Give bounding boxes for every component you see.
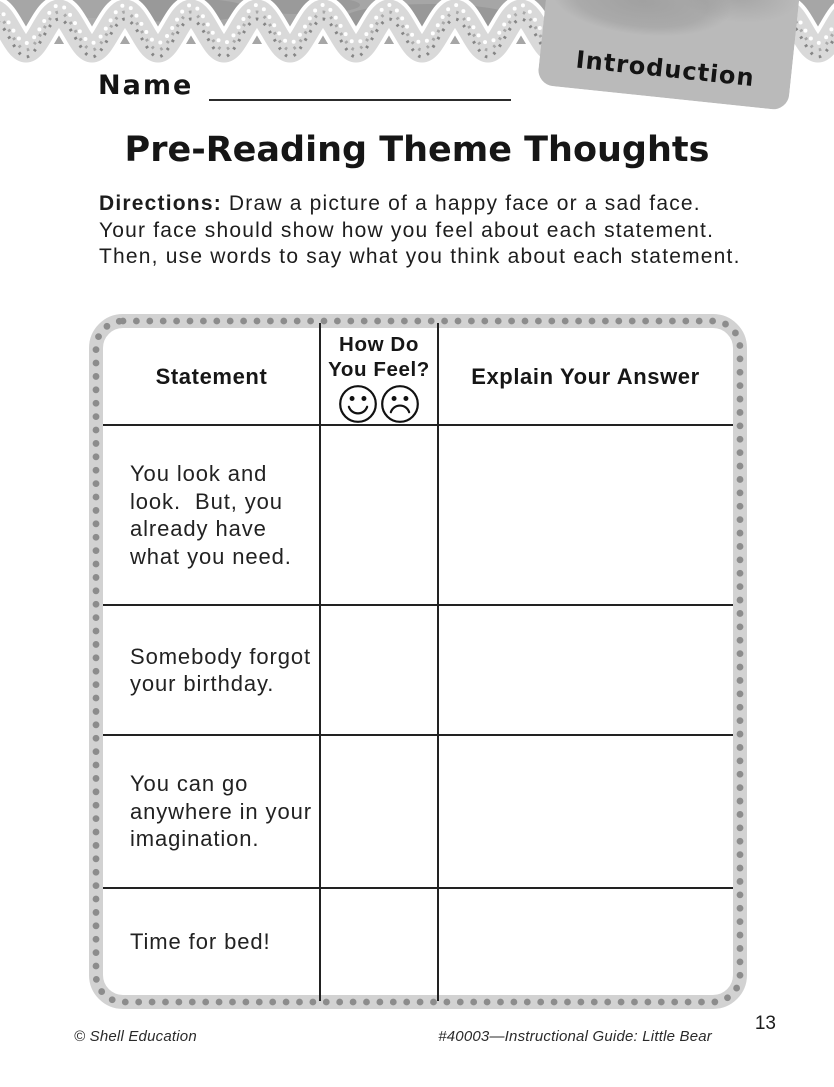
directions-label: Directions: (99, 192, 222, 215)
directions-paragraph (99, 191, 751, 271)
name-row (98, 70, 511, 101)
feel-answer-cell-2[interactable] (320, 605, 438, 735)
statement-cell-1: You look and look. But, you already have what you need. (130, 461, 292, 569)
explain-answer-cell-3[interactable] (438, 735, 733, 888)
feel-header-line2: You Feel? (328, 358, 430, 381)
column-header-explain: Explain Your Answer (471, 363, 700, 389)
statement-cell-3: You can go anywhere in your imagination. (130, 771, 319, 852)
statement-cell-4: Time for bed! (130, 928, 271, 954)
feel-faces (331, 383, 427, 425)
theme-thoughts-table (88, 313, 748, 1010)
footer-copyright: © Shell Education (74, 1028, 197, 1045)
footer-source: #40003—Instructional Guide: Little Bear (438, 1028, 712, 1045)
explain-answer-cell-4[interactable] (438, 888, 733, 995)
statement-cell-2: Somebody forgot your birthday. (130, 643, 319, 696)
page-title: Pre-Reading Theme Thoughts (124, 130, 710, 170)
introduction-tab (537, 0, 801, 111)
introduction-tab-label: Introduction (574, 45, 756, 93)
feel-answer-cell-1[interactable] (320, 425, 438, 605)
column-header-feel (320, 328, 438, 425)
name-label: Name (98, 70, 194, 101)
column-header-statement: Statement (155, 363, 268, 389)
happy-face-icon (340, 386, 376, 422)
explain-answer-cell-2[interactable] (438, 605, 733, 735)
directions-text: Draw a picture of a happy face or a sad face. Your face should show how you feel about each statement. Then, use words to say what you think about each statement. (99, 192, 741, 268)
name-blank-line[interactable] (209, 75, 511, 101)
table-grid (103, 328, 733, 995)
feel-header-line1: How Do (339, 333, 419, 356)
footer-page-number: 13 (754, 1013, 776, 1034)
explain-answer-cell-1[interactable] (438, 425, 733, 605)
feel-answer-cell-3[interactable] (320, 735, 438, 888)
feel-answer-cell-4[interactable] (320, 888, 438, 995)
sad-face-icon (382, 386, 418, 422)
